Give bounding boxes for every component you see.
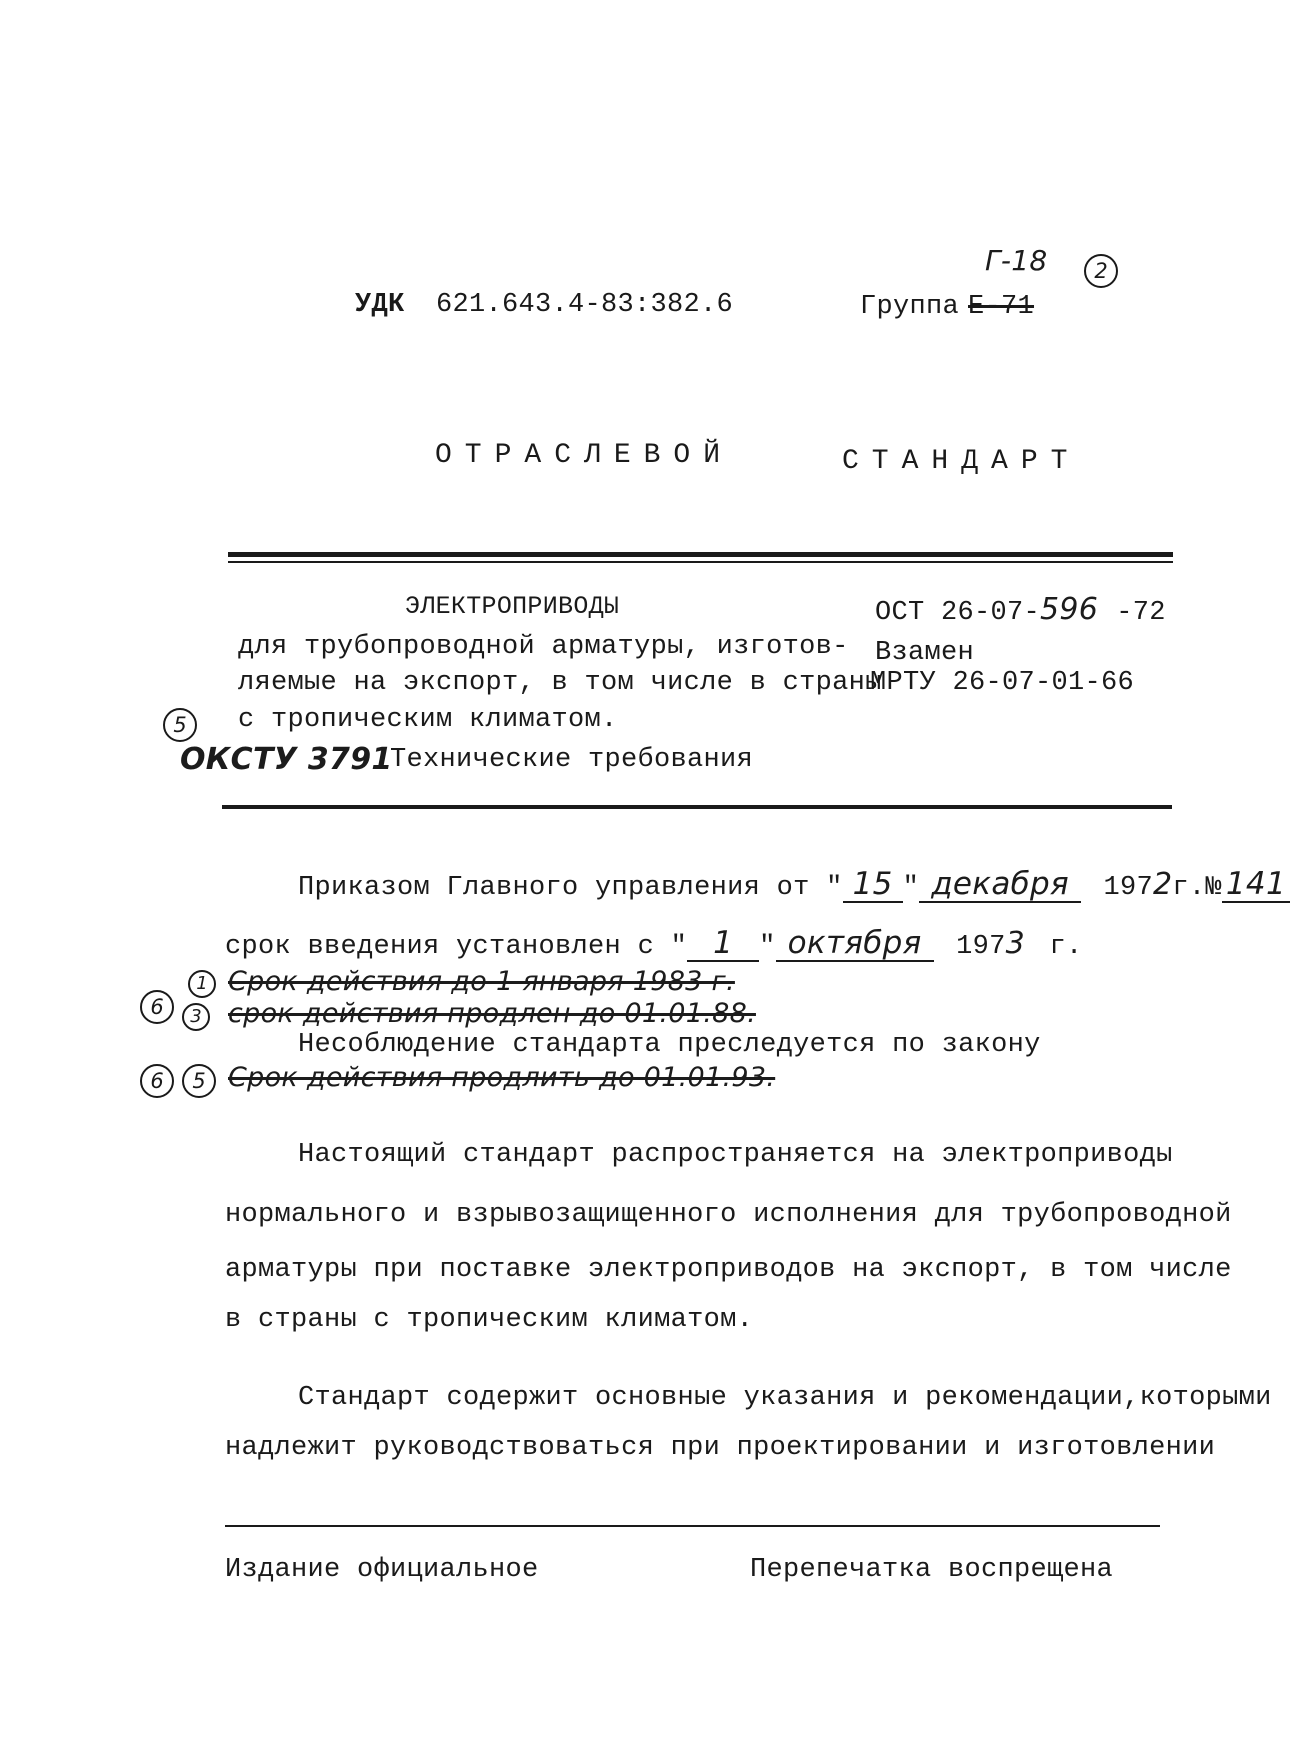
subject-line-2: ляемые на экспорт, в том числе в страны bbox=[238, 668, 882, 698]
body-p2-line-2: надлежит руководствоваться при проектировании и изготовлении bbox=[225, 1433, 1216, 1463]
body-p1-line-2: нормального и взрывозащищенного исполнения для трубопроводной bbox=[225, 1200, 1232, 1230]
subject-line-3: с тропическим климатом. bbox=[238, 705, 618, 735]
validity-mark-5: 5 bbox=[182, 1064, 216, 1098]
intro-text: срок введения установлен с bbox=[225, 932, 655, 962]
order-text: Приказом Главного управления от bbox=[298, 873, 810, 903]
udk-label: УДК bbox=[355, 290, 405, 320]
validity-mark-3: 3 bbox=[182, 1003, 210, 1031]
revision-mark-circle: 2 bbox=[1084, 254, 1118, 288]
validity-mark-1: 1 bbox=[188, 970, 216, 998]
order-year-digit: 2 bbox=[1153, 867, 1173, 902]
order-month: декабря bbox=[919, 868, 1081, 903]
group-label: Группа bbox=[860, 292, 960, 322]
top-rule bbox=[228, 552, 1173, 557]
subject-line-1: для трубопроводной арматуры, изготов- bbox=[238, 632, 849, 662]
replaces-code: МРТУ 26-07-01-66 bbox=[870, 668, 1135, 698]
okstu-code-handwritten: ОКСТУ 3791 bbox=[180, 742, 393, 777]
footer-left: Издание официальное bbox=[225, 1555, 539, 1585]
group-old-struck: Е-71 bbox=[968, 292, 1035, 322]
replaces-label: Взамен bbox=[875, 638, 975, 668]
body-p1-line-4: в страны с тропическим климатом. bbox=[225, 1305, 754, 1335]
validity-line-1-struck: Срок действия до 1 января 1983 г. bbox=[228, 966, 735, 997]
subject-name: ЭЛЕКТРОПРИВОДЫ bbox=[405, 592, 620, 621]
footer-right: Перепечатка воспрещена bbox=[750, 1555, 1114, 1585]
validity-mark-6b: 6 bbox=[140, 1064, 174, 1098]
body-p2-line-1: Стандарт содержит основные указания и рекомендации,которыми bbox=[298, 1383, 1272, 1413]
standard-code-suffix: -72 bbox=[1116, 598, 1166, 628]
order-year-prefix: 197 bbox=[1103, 873, 1153, 903]
body-p1-line-1: Настоящий стандарт распространяется на электроприводы bbox=[298, 1140, 1173, 1170]
intro-day: 1 bbox=[687, 927, 759, 962]
intro-year-digit: 3 bbox=[1005, 926, 1026, 961]
validity-mark-6a: 6 bbox=[140, 990, 174, 1024]
subject-mark-5: 5 bbox=[163, 708, 197, 742]
intro-year-prefix: 197 bbox=[956, 932, 1006, 962]
standard-code-prefix: ОСТ 26-07- bbox=[875, 598, 1041, 628]
validity-line-2-struck: срок действия продлен до 01.01.88. bbox=[228, 998, 756, 1029]
intro-month: октября bbox=[776, 927, 934, 962]
subject-line-4: Технические требования bbox=[390, 745, 754, 775]
standard-code bbox=[875, 592, 1166, 628]
group-new-handwritten: Г-18 bbox=[985, 244, 1048, 277]
standard-code-number: 596 bbox=[1040, 592, 1099, 627]
udk-code: 621.643.4-83:382.6 bbox=[436, 290, 734, 320]
top-rule-thin bbox=[228, 561, 1173, 563]
header-bottom-rule bbox=[222, 805, 1172, 809]
footer-rule bbox=[225, 1525, 1160, 1527]
order-number: 141 bbox=[1222, 868, 1290, 903]
title-word-2: СТАНДАРТ bbox=[842, 446, 1081, 477]
legal-notice: Несоблюдение стандарта преследуется по закону bbox=[298, 1030, 1041, 1060]
title-word-1: ОТРАСЛЕВОЙ bbox=[435, 440, 734, 471]
intro-year-suffix: г. bbox=[1049, 932, 1083, 962]
validity-line-3-struck: Срок действия продлить до 01.01.93. bbox=[228, 1062, 776, 1093]
order-line: Приказом Главного управления от " 15 " декабря 1972г.№ 141 bbox=[298, 867, 1290, 903]
order-number-label: г.№ bbox=[1172, 873, 1222, 903]
intro-line: срок введения установлен с " 1 " октября 1973 г. bbox=[225, 925, 1083, 962]
body-p1-line-3: арматуры при поставке электроприводов на экспорт, в том числе bbox=[225, 1255, 1232, 1285]
order-day: 15 bbox=[843, 868, 903, 903]
